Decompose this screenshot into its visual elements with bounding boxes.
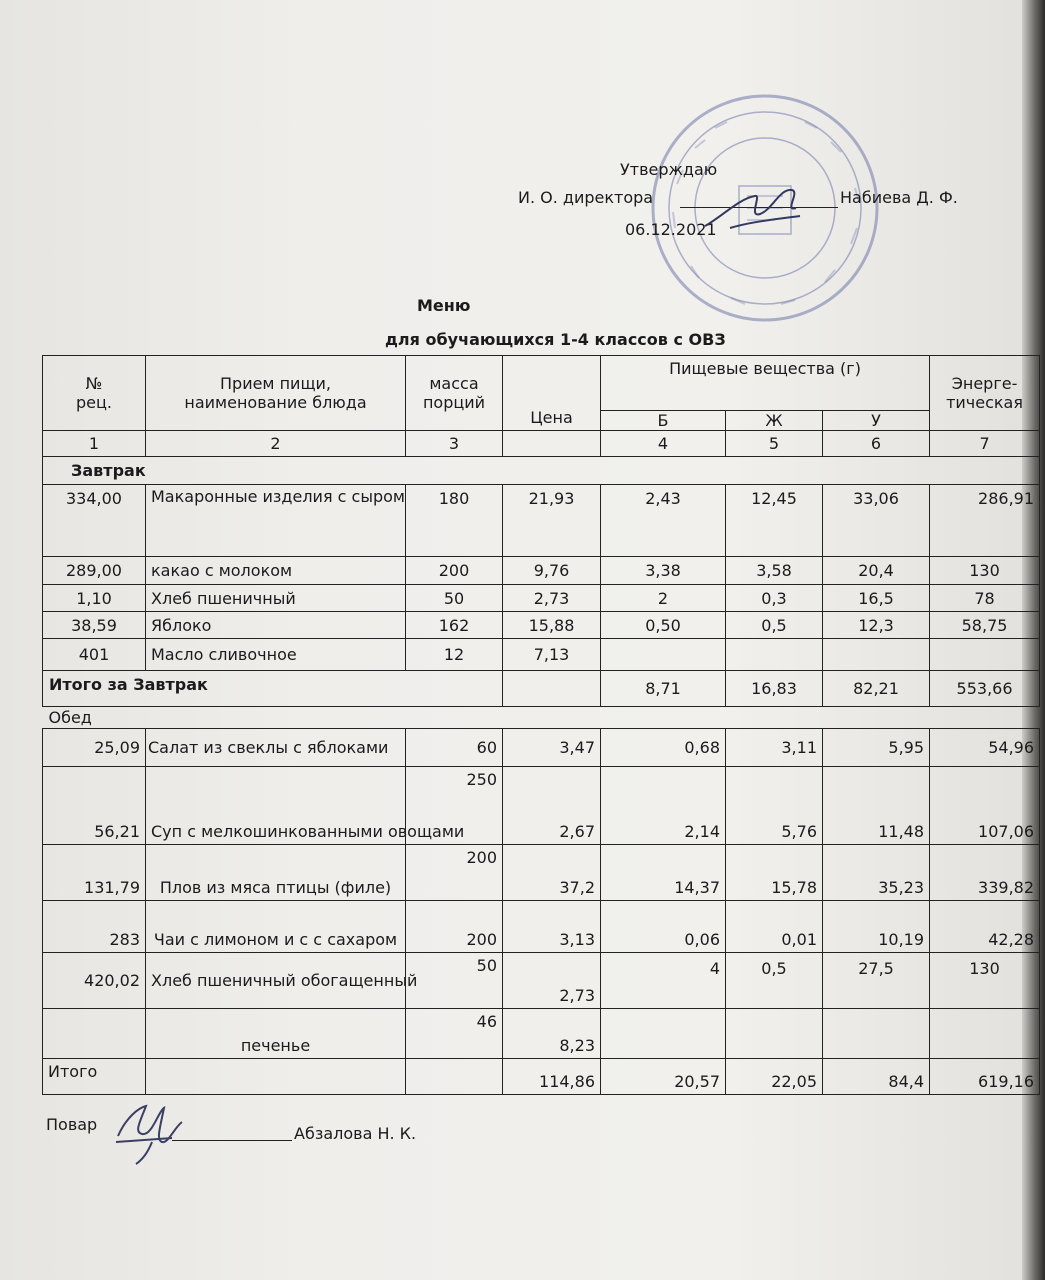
recipe-number: 283	[43, 901, 146, 953]
energy: 130	[930, 557, 1040, 585]
carbs: 20,4	[823, 557, 930, 585]
table-row	[43, 1009, 1040, 1059]
total-carbs: 82,21	[823, 671, 930, 707]
mass: 50	[406, 585, 503, 612]
dish-name: Хлеб пшеничный обогащенный	[146, 953, 406, 1009]
total-energy: 553,66	[930, 671, 1040, 707]
energy: 286,91	[930, 485, 1040, 557]
header-meal-name: Прием пищи, наименование блюда	[146, 356, 406, 431]
protein: 2	[601, 585, 726, 612]
recipe-number: 131,79	[43, 845, 146, 901]
protein: 4	[601, 953, 726, 1009]
section-lunch	[43, 707, 1040, 729]
total-protein: 8,71	[601, 671, 726, 707]
fat: 3,11	[726, 729, 823, 767]
recipe-number	[43, 1009, 146, 1059]
energy: 54,96	[930, 729, 1040, 767]
recipe-number: 334,00	[43, 485, 146, 557]
recipe-number: 25,09	[43, 729, 146, 767]
dish-name: Масло сливочное	[146, 639, 406, 671]
index-cell: 2	[146, 431, 406, 457]
protein	[601, 639, 726, 671]
price: 3,47	[503, 729, 601, 767]
table-row	[43, 639, 1040, 671]
energy: 58,75	[930, 612, 1040, 639]
protein: 2,43	[601, 485, 726, 557]
director-name: Набиева Д. Ф.	[840, 188, 958, 207]
price: 2,73	[503, 953, 601, 1009]
fat: 0,3	[726, 585, 823, 612]
fat	[726, 639, 823, 671]
fat: 0,5	[726, 612, 823, 639]
header-fat: Ж	[726, 411, 823, 431]
energy: 130	[930, 953, 1040, 1009]
dish-name: Хлеб пшеничный	[146, 585, 406, 612]
title-menu: Меню	[417, 296, 471, 315]
table-row	[43, 845, 1040, 901]
carbs: 11,48	[823, 767, 930, 845]
breakfast-total-row	[43, 671, 1040, 707]
price: 7,13	[503, 639, 601, 671]
mass: 162	[406, 612, 503, 639]
table-row	[43, 953, 1040, 1009]
price: 8,23	[503, 1009, 601, 1059]
recipe-number: 401	[43, 639, 146, 671]
dish-name: Макаронные изделия с сыром	[146, 485, 406, 557]
dish-name: какао с молоком	[146, 557, 406, 585]
fat: 15,78	[726, 845, 823, 901]
carbs: 5,95	[823, 729, 930, 767]
index-cell: 7	[930, 431, 1040, 457]
table-header-row	[43, 356, 1040, 411]
protein: 3,38	[601, 557, 726, 585]
dish-name: Плов из мяса птицы (филе)	[146, 845, 406, 901]
header-recipe-number: № рец.	[43, 356, 146, 431]
table-row	[43, 585, 1040, 612]
approve-label: Утверждаю	[620, 160, 718, 179]
dish-name: Салат из свеклы с яблоками	[146, 729, 406, 767]
dish-name: печенье	[146, 1009, 406, 1059]
index-cell-empty	[503, 431, 601, 457]
total-empty	[406, 1059, 503, 1095]
total-price: 114,86	[503, 1059, 601, 1095]
price: 15,88	[503, 612, 601, 639]
protein: 0,50	[601, 612, 726, 639]
header-protein: Б	[601, 411, 726, 431]
lunch-total-row	[43, 1059, 1040, 1095]
cook-name: Абзалова Н. К.	[294, 1124, 417, 1143]
energy: 339,82	[930, 845, 1040, 901]
table-row	[43, 485, 1040, 557]
header-nutrients: Пищевые вещества (г)	[601, 356, 930, 411]
index-cell: 6	[823, 431, 930, 457]
price: 37,2	[503, 845, 601, 901]
price: 3,13	[503, 901, 601, 953]
fat: 12,45	[726, 485, 823, 557]
total-empty	[146, 1059, 406, 1095]
protein: 0,68	[601, 729, 726, 767]
menu-table	[42, 355, 1040, 1095]
header-price: Цена	[503, 356, 601, 431]
price: 21,93	[503, 485, 601, 557]
mass: 180	[406, 485, 503, 557]
protein: 2,14	[601, 767, 726, 845]
table-row	[43, 729, 1040, 767]
recipe-number: 56,21	[43, 767, 146, 845]
director-label: И. О. директора	[518, 188, 654, 207]
carbs	[823, 1009, 930, 1059]
cook-signature-line	[172, 1140, 292, 1141]
index-cell: 3	[406, 431, 503, 457]
dish-name: Яблоко	[146, 612, 406, 639]
total-energy: 619,16	[930, 1059, 1040, 1095]
protein: 14,37	[601, 845, 726, 901]
total-label: Итого	[43, 1059, 146, 1095]
total-label: Итого за Завтрак	[43, 671, 503, 707]
title-subtitle: для обучающихся 1-4 классов с ОВЗ	[385, 330, 726, 349]
fat: 0,5	[726, 953, 823, 1009]
fat: 3,58	[726, 557, 823, 585]
index-cell: 1	[43, 431, 146, 457]
total-fat: 16,83	[726, 671, 823, 707]
carbs: 27,5	[823, 953, 930, 1009]
approval-date: 06.12.2021	[625, 220, 717, 239]
table-row	[43, 557, 1040, 585]
index-cell: 5	[726, 431, 823, 457]
header-mass: масса порций	[406, 356, 503, 431]
cook-label: Повар	[46, 1115, 98, 1134]
column-index-row	[43, 431, 1040, 457]
dish-name: Чаи с лимоном и с с сахаром	[146, 901, 406, 953]
price: 2,73	[503, 585, 601, 612]
section-label: Завтрак	[43, 457, 1040, 485]
header-energy: Энерге- тическая	[930, 356, 1040, 431]
energy: 78	[930, 585, 1040, 612]
energy	[930, 639, 1040, 671]
recipe-number: 1,10	[43, 585, 146, 612]
director-signature	[700, 178, 810, 238]
fat: 0,01	[726, 901, 823, 953]
recipe-number: 289,00	[43, 557, 146, 585]
total-price-empty	[503, 671, 601, 707]
price: 9,76	[503, 557, 601, 585]
table-row	[43, 767, 1040, 845]
recipe-number: 38,59	[43, 612, 146, 639]
total-carbs: 84,4	[823, 1059, 930, 1095]
mass: 250	[406, 767, 503, 845]
header-carbs: У	[823, 411, 930, 431]
energy	[930, 1009, 1040, 1059]
recipe-number: 420,02	[43, 953, 146, 1009]
protein	[601, 1009, 726, 1059]
carbs: 33,06	[823, 485, 930, 557]
mass: 200	[406, 901, 503, 953]
energy: 42,28	[930, 901, 1040, 953]
total-protein: 20,57	[601, 1059, 726, 1095]
index-cell: 4	[601, 431, 726, 457]
section-breakfast	[43, 457, 1040, 485]
protein: 0,06	[601, 901, 726, 953]
carbs: 35,23	[823, 845, 930, 901]
mass: 200	[406, 845, 503, 901]
price: 2,67	[503, 767, 601, 845]
mass: 50	[406, 953, 503, 1009]
section-label: Обед	[43, 707, 1040, 729]
table-row	[43, 901, 1040, 953]
dish-name: Суп с мелкошинкованными овощами	[146, 767, 406, 845]
fat: 5,76	[726, 767, 823, 845]
mass: 12	[406, 639, 503, 671]
carbs: 12,3	[823, 612, 930, 639]
mass: 200	[406, 557, 503, 585]
table-row	[43, 612, 1040, 639]
cook-signature	[112, 1098, 192, 1168]
carbs	[823, 639, 930, 671]
carbs: 16,5	[823, 585, 930, 612]
fat	[726, 1009, 823, 1059]
energy: 107,06	[930, 767, 1040, 845]
carbs: 10,19	[823, 901, 930, 953]
mass: 60	[406, 729, 503, 767]
total-fat: 22,05	[726, 1059, 823, 1095]
mass: 46	[406, 1009, 503, 1059]
